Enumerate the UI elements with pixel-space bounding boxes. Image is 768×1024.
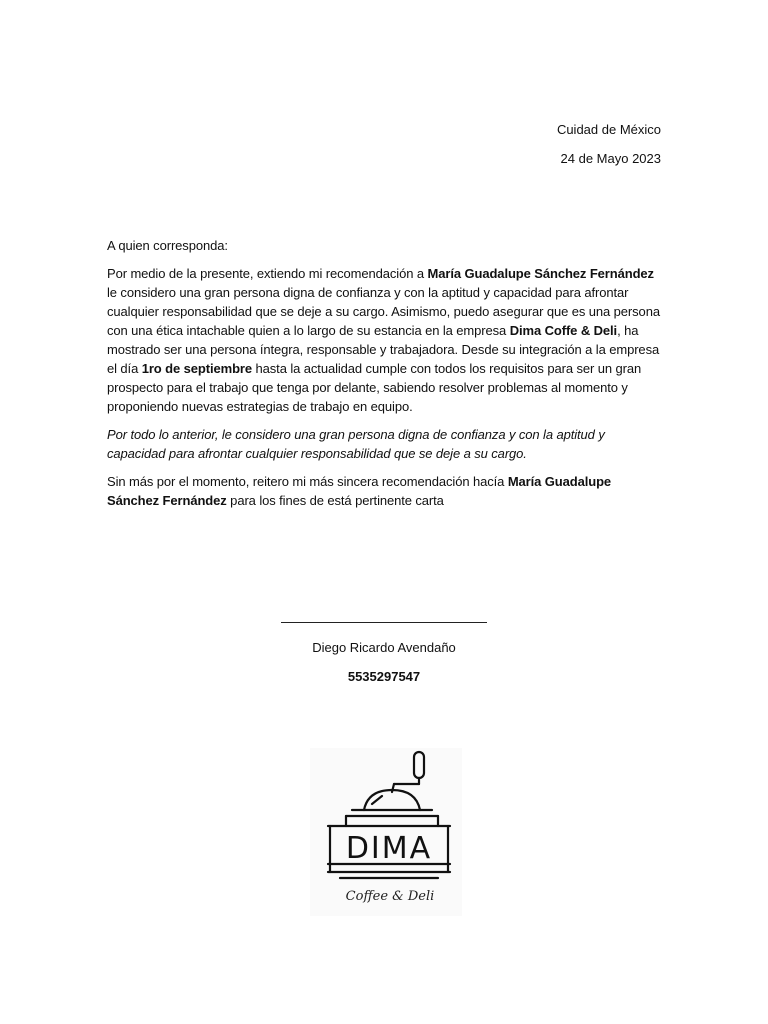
coffee-grinder-logo-icon: [310, 748, 462, 916]
p3-text-2: para los fines de está pertinente carta: [226, 493, 444, 508]
start-date: 1ro de septiembre: [141, 361, 253, 376]
letter-header: [557, 120, 661, 178]
p1-text-4: hasta la actualidad cumple con todos los requisitos para ser un gran prospecto para el trabajo que tenga por delante, sabiendo resolver problemas al momento y proponiendo nuevas estrategias de trabajo en equipo.: [107, 361, 642, 414]
logo-wordmark: DIMA: [345, 831, 433, 866]
candidate-name: María Guadalupe Sánchez Fernández: [427, 266, 654, 281]
p1-text-3: , ha mostrado ser una persona íntegra, responsable y trabajadora. Desde su integración a la empresa el día: [107, 323, 660, 376]
p1-text-1: Por medio de la presente, extiendo mi recomendación a: [107, 266, 428, 281]
signer-name: Diego Ricardo Avendaño: [312, 640, 456, 655]
signer-phone: 5535297547: [347, 669, 421, 684]
date-line: 24 de Mayo 2023: [560, 151, 661, 166]
paragraph-recommendation: [107, 264, 663, 416]
logo-tagline: Coffee & Deli: [345, 889, 435, 904]
company-name: Dima Coffe & Deli: [509, 323, 618, 338]
signature-line: [281, 622, 487, 623]
signature-block: [0, 607, 768, 686]
dima-logo: [310, 748, 462, 916]
city-line: Cuidad de México: [556, 122, 661, 137]
p3-text-1: Sin más por el momento, reitero mi más sincera recomendación hacía: [107, 474, 508, 489]
p1-text-2: le considero una gran persona digna de confianza y con la aptitud y capacidad para afrontar cualquier responsabilidad que se deje a su cargo. Asimismo, puedo asegurar que es una persona con una ética intachable quien a lo largo de su estancia en la empresa: [107, 285, 660, 338]
paragraph-summary: Por todo lo anterior, le considero una gran persona digna de confianza y con la aptitud y capacidad para afrontar cualquier responsabilidad que se deje a su cargo.: [107, 427, 605, 461]
paragraph-closing: [107, 472, 663, 510]
letter-body: [107, 236, 663, 519]
salutation: A quien corresponda:: [107, 238, 228, 253]
candidate-name-closing: María Guadalupe Sánchez Fernández: [107, 474, 612, 508]
